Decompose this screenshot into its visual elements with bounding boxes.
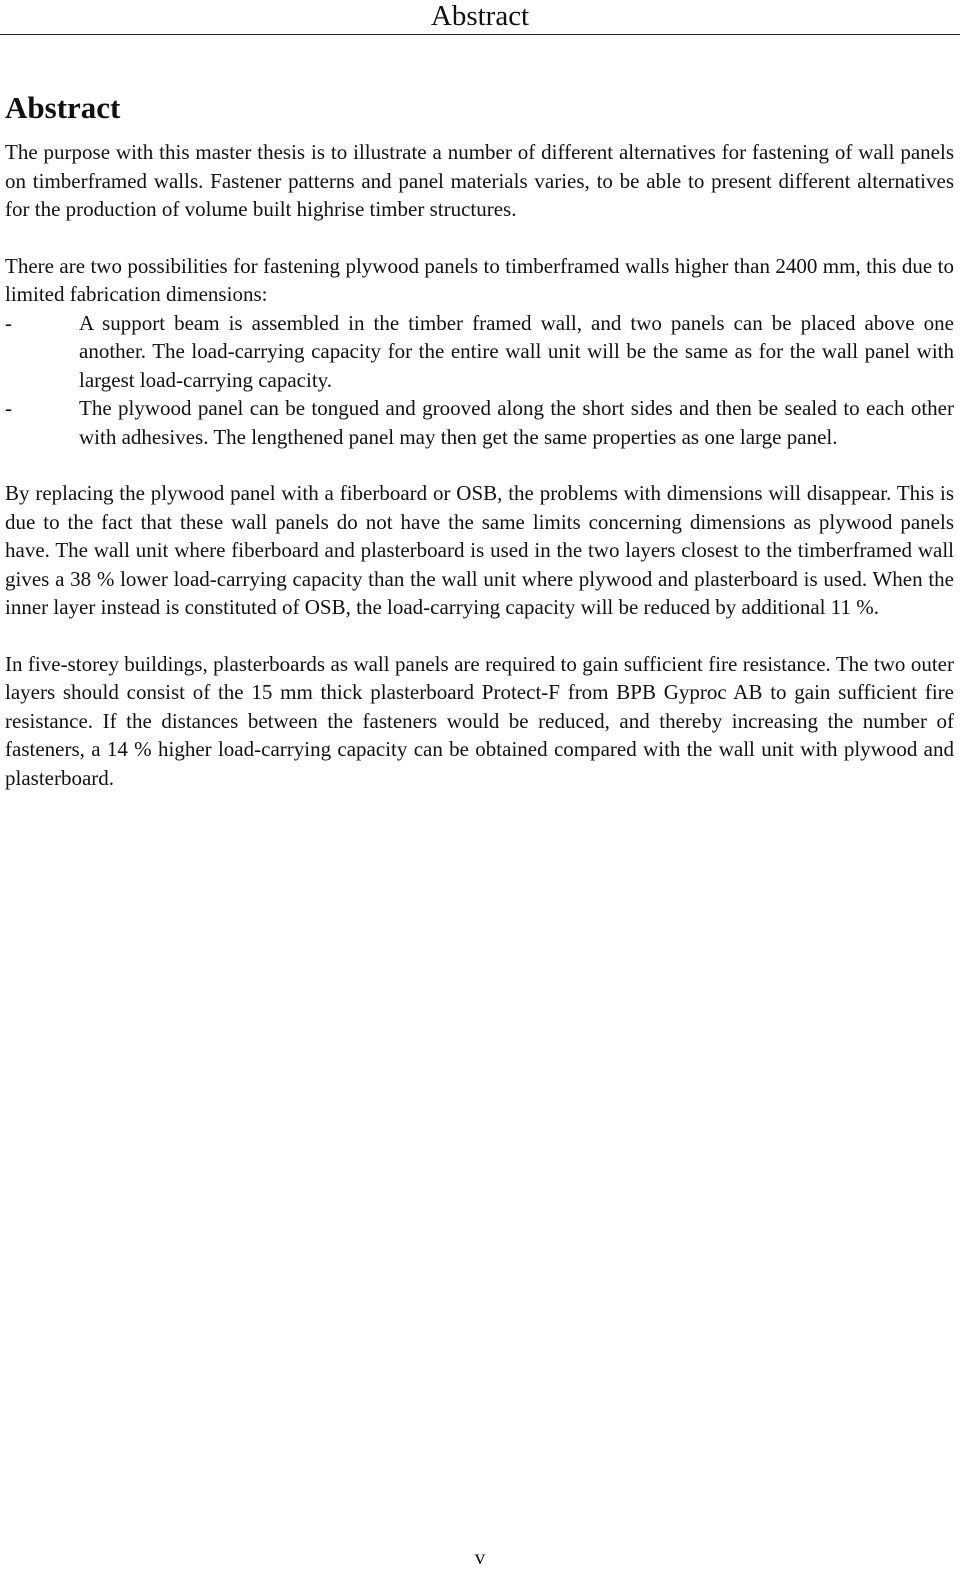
list-item-text: The plywood panel can be tongued and grooved along the short sides and then be sealed to each other with adhesives. The lengthened panel may then get the same properties as one large panel. [79, 396, 954, 449]
list-item [5, 394, 954, 451]
abstract-paragraph-2: There are two possibilities for fastening plywood panels to timberframed walls higher than 2400 mm, this due to limited fabrication dimensions: [5, 253, 954, 306]
fastening-options-list [5, 309, 954, 452]
abstract-paragraph-4: In five-storey buildings, plasterboards as wall panels are required to gain sufficient fire resistance. The two outer layers should consist of the 15 mm thick plasterboard Protect-F from BPB Gyproc AB to gain sufficient fire resistance. If the distances between the fasteners would be reduced, and thereby increasing the number of fasteners, a 14 % higher load-carrying capacity can be obtained compared with the wall unit with plywood and plasterboard. [5, 651, 954, 790]
list-item [5, 309, 954, 395]
abstract-paragraph-1: The purpose with this master thesis is to illustrate a number of different alternatives for fastening of wall panels on timberframed walls. Fastener patterns and panel materials varies, to be able to present different alternatives for the production of volume built highrise timber structures. [5, 140, 954, 221]
abstract-paragraph-3: By replacing the plywood panel with a fiberboard or OSB, the problems with dimensions will disappear. This is due to the fact that these wall panels do not have the same limits concerning dimensions as plywood panels have. The wall unit where fiberboard and plasterboard is used in the two layers closest to the timberframed wall gives a 38 % lower load-carrying capacity than the wall unit where plywood and plasterboard is used. When the inner layer instead is constituted of OSB, the load-carrying capacity will be reduced by additional 11 %. [5, 481, 954, 619]
page-number: v [474, 1545, 486, 1569]
list-dash-marker: - [5, 310, 12, 335]
section-title: Abstract [5, 90, 121, 125]
running-header-title: Abstract [430, 0, 530, 32]
page-body [5, 88, 954, 820]
running-header [0, 0, 960, 35]
list-item-text: A support beam is assembled in the timber framed wall, and two panels can be placed above one another. The load-carrying capacity for the entire wall unit will be the same as for the wall panel with largest load-carrying capacity. [79, 310, 954, 392]
list-dash-marker: - [5, 396, 12, 420]
